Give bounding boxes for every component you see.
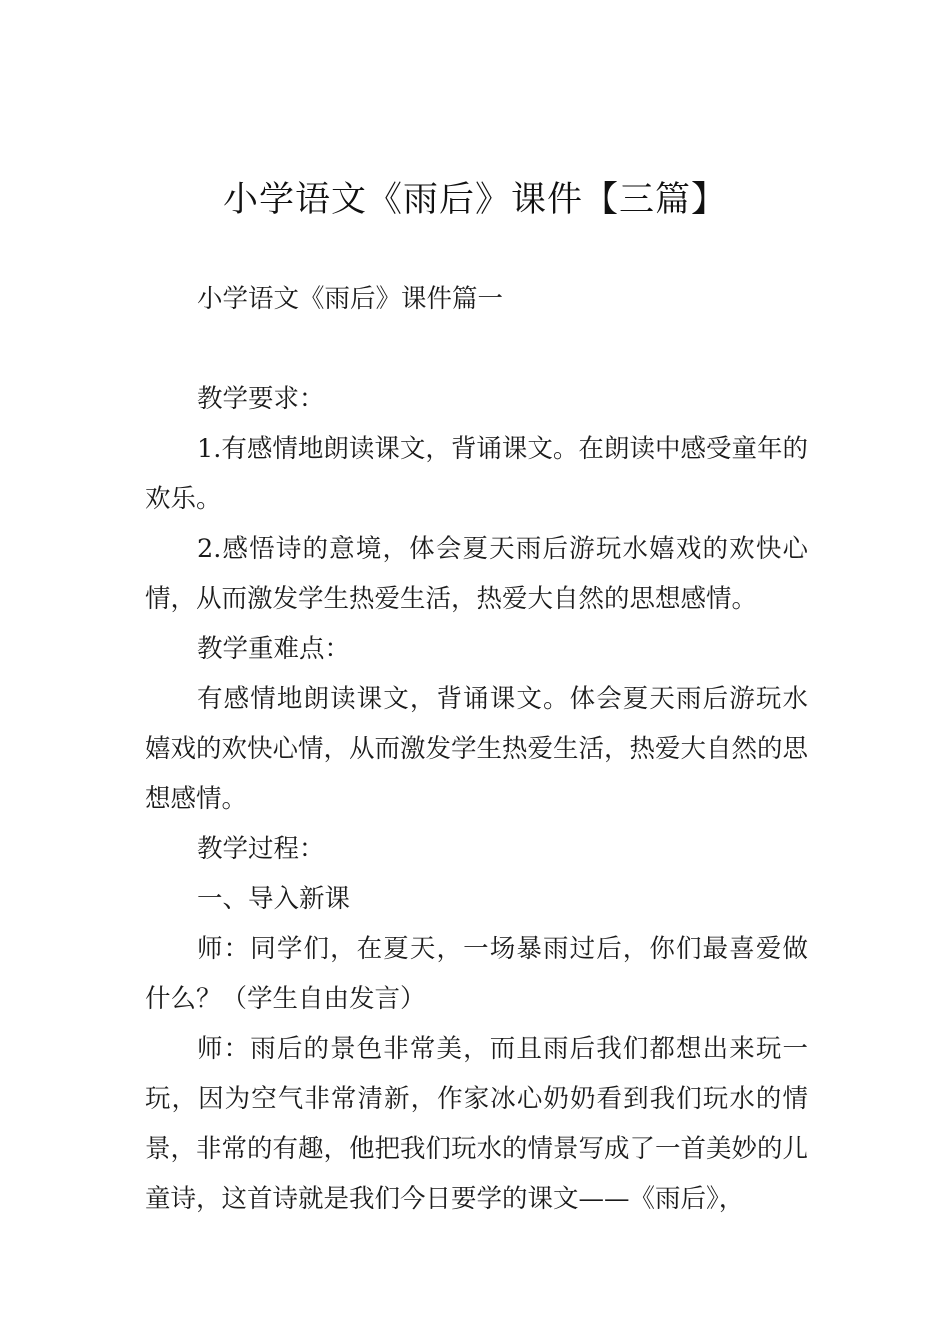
document-title: 小学语文《雨后》课件【三篇】 [222, 180, 727, 220]
paragraph-process-heading: 教学过程： [197, 834, 325, 864]
paragraph-intro-heading: 一、导入新课 [197, 884, 351, 914]
paragraph-teaching-requirements: 教学要求： [197, 384, 325, 414]
section-heading: 小学语文《雨后》课件篇一 [197, 284, 504, 314]
paragraph-key-points: 有感情地朗读课文，背诵课文。体会夏天雨后游玩水嬉戏的欢快心情，从而激发学生热爱生活，热爱大自然的思想感情。 [145, 684, 809, 814]
paragraph-teacher-intro: 师：雨后的景色非常美，而且雨后我们都想出来玩一玩，因为空气非常清新，作家冰心奶奶看到我们玩水的情景，非常的有趣，他把我们玩水的情景写成了一首美妙的儿童诗，这首诗就是我们今日要学的课文——《雨后》， [145, 1034, 809, 1214]
paragraph-key-points-heading: 教学重难点： [197, 634, 351, 664]
paragraph-teacher-question: 师：同学们，在夏天，一场暴雨过后，你们最喜爱做什么？（学生自由发言） [145, 934, 808, 1014]
paragraph-requirement-1: 1.有感情地朗读课文，背诵课文。在朗读中感受童年的欢乐。 [145, 434, 808, 514]
paragraph-requirement-2: 2.感悟诗的意境，体会夏天雨后游玩水嬉戏的欢快心情，从而激发学生热爱生活，热爱大自然的思想感情。 [145, 534, 808, 614]
